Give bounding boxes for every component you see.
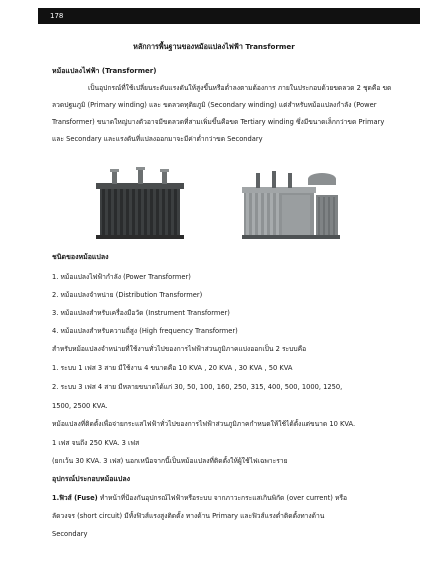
customer-transformer-line-3: (ยกเว้น 30 KVA. 3 เฟส) นอกเหนือจากนี้เป็นหม้อแปลงที่ติดตั้งให้ผู้ใช้ไฟเฉพาะราย	[52, 457, 288, 465]
fuse-description: ทำหน้าที่ป้องกันอุปกรณ์ไฟฟ้าหรือระบบ จากภาวะกระแสเกินพิกัด (over current) หรือ	[97, 494, 348, 502]
distribution-intro: สำหรับหม้อแปลงจำหน่ายที่ใช้งานทั่วไปของการไฟฟ้าส่วนภูมิภาคแบ่งออกเป็น 2 ระบบคือ	[52, 345, 307, 353]
system-single-phase: 1. ระบบ 1 เฟส 3 สาย มีใช้งาน 4 ขนาดคือ 10 KVA , 20 KVA , 30 KVA , 50 KVA	[52, 364, 293, 372]
section-heading-types: ชนิดของหม้อแปลง	[52, 253, 109, 261]
fuse-line-2: ลัดวงจร (short circuit) มีทั้งฟิวส์แรงสูงติดตั้ง ทางด้าน Primary และฟิวส์แรงต่ำติดตั้งทางด้าน	[52, 512, 325, 520]
fuse-line-3: Secondary	[52, 530, 88, 538]
customer-transformer-line-2: 1 เฟส จนถึง 250 KVA. 3 เฟส	[52, 439, 140, 447]
transformer-illustration-left	[86, 165, 194, 243]
type-item-instrument: 3. หม้อแปลงสำหรับเครื่องมือวัด (Instrument Transformer)	[52, 309, 230, 317]
type-item-power: 1. หม้อแปลงไฟฟ้ากำลัง (Power Transformer)	[52, 273, 191, 281]
page-number: 178	[50, 12, 64, 20]
system-three-phase: 2. ระบบ 3 เฟส 4 สาย มีหลายขนาดได้แก่ 30, 50, 100, 160, 250, 315, 400, 500, 1000, 1250,	[52, 383, 343, 391]
page-number-bar	[38, 8, 420, 24]
section-heading-components: อุปกรณ์ประกอบหม้อแปลง	[52, 475, 131, 483]
section-heading-transformer: หม้อแปลงไฟฟ้า (Transformer)	[52, 67, 157, 75]
customer-transformer-line-1: หม้อแปลงที่ติดตั้งเพื่อจ่ายกระแสไฟฟ้าทั่วไปของการไฟฟ้าส่วนภูมิภาคกำหนดให้ใช้ได้ตั้งแต่ขนาด 10 KVA.	[52, 420, 356, 428]
system-three-phase-continued: 1500, 2500 KVA.	[52, 402, 108, 410]
type-item-distribution: 2. หม้อแปลงจำหน่าย (Distribution Transformer)	[52, 291, 203, 299]
transformer-photo-left	[86, 165, 194, 243]
type-item-high-frequency: 4. หม้อแปลงสำหรับความถี่สูง (High frequency Transformer)	[52, 327, 238, 335]
transformer-description: เป็นอุปกรณ์ที่ใช้เปลี่ยนระดับแรงดันให้สูงขึ้นหรือต่ำลงตามต้องการ ภายในประกอบด้วยขดลวด 2 ชุดคือ ขดลวดปฐมภูมิ (Primary winding) และ ขดลวดทุติยภูมิ (Secondary winding) แต่สำหรับหม้อแปลงกำลัง (Power Transformer) ขนาดใหญ่บางตัวอาจมีขดลวดที่สามเพิ่มขึ้นคือขด Tertiary winding ซึ่งมีขนาดเล็กกว่าขด Primary และ Secondary และแรงดันที่แปลงออกมาจะมีค่าต่ำกว่าขด Secondary	[52, 84, 392, 143]
fuse-label: 1.ฟิวส์ (Fuse)	[52, 494, 98, 502]
transformer-photo-right	[236, 165, 344, 243]
fuse-line-1	[52, 492, 347, 504]
transformer-illustration-right	[236, 165, 344, 243]
document-title: หลักการพื้นฐานของหม้อแปลงไฟฟ้า Transformer	[133, 42, 295, 51]
